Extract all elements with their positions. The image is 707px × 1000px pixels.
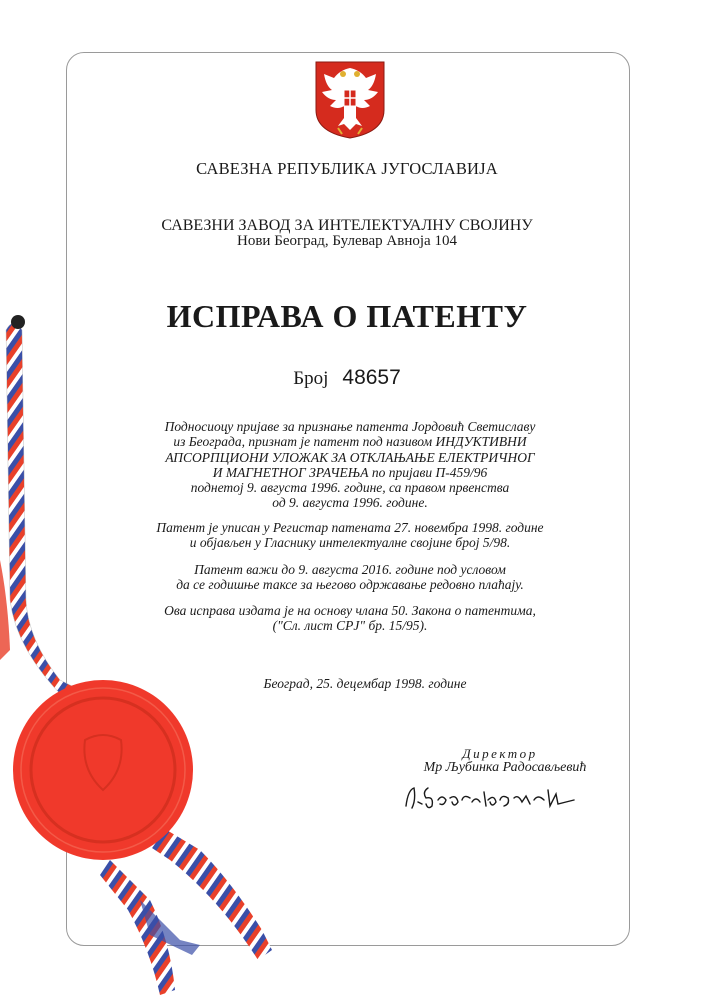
document-number: 48657 [342,366,401,389]
text-line: АПСОРПЦИОНИ УЛОЖАК ЗА ОТКЛАЊАЊЕ ЕЛЕКТРИЧНОГ [165,449,535,465]
office-address: Нови Београд, Булевар Авноја 104 [237,233,457,249]
text-line: Ова исправа издата је на основу члана 50. Закона о патентима, [164,603,536,618]
text-line: од 9. августа 1996. године. [272,495,428,511]
wax-seal-icon [13,680,193,860]
text-line: ("Сл. лист СРЈ" бр. 15/95). [272,618,428,634]
place-and-date: Београд, 25. децембар 1998. године [263,676,467,691]
text-line: да се годишње таксе за његово одржавање редовно плаћају. [176,577,524,593]
document-title: ИСПРАВА О ПАТЕНТУ [166,298,528,334]
text-line: и објављен у Гласнику интелектуалне својине број 5/98. [189,535,511,551]
signatory-title: Директор [462,746,538,761]
country-name: САВЕЗНА РЕПУБЛИКА ЈУГОСЛАВИЈА [196,159,498,178]
text-line: И МАГНЕТНОГ ЗРАЧЕЊА по пријави П-459/96 [212,464,488,480]
text-line: поднетој 9. августа 1996. године, са правом првенства [190,480,510,496]
signatory-name: Мр Љубинка Радосављевић [423,760,587,775]
text-line: Патент важи до 9. августа 2016. године под условом [194,562,506,577]
issuing-office: САВЕЗНИ ЗАВОД ЗА ИНТЕЛЕКТУАЛНУ СВОЈИНУ [161,217,533,234]
number-label: Број [293,368,329,389]
text-line: Подносиоцу пријаве за признање патента Јордовић Светиславу [164,419,536,434]
text-line: Патент је уписан у Регистар патената 27. новембра 1998. године [156,520,544,535]
text-line: из Београда, признат је патент под називом ИНДУКТИВНИ [173,434,527,450]
